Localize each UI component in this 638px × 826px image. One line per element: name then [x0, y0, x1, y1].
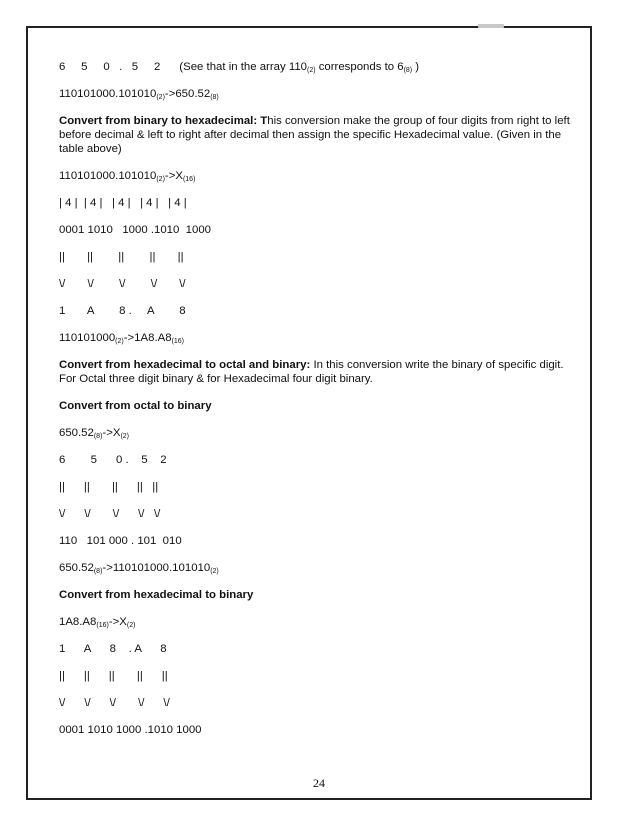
octal-digits-line: 6 5 0 . 5 2 (See that in the array $110_{(2)}$ corresponds to $6_{(8)}$ )	[59, 61, 420, 74]
binary-to-hex-expression: $110101000.101010_{(2)}->X_{(16)}$	[59, 170, 196, 183]
arrow-shaft-line-3: || || || || ||	[59, 670, 168, 682]
octal-to-binary-result: $650.52_{(8)}->110101000.101010_{(2)}$	[59, 562, 219, 575]
arrow-head-line-2: \/ \/ \/ \/ \/	[59, 508, 161, 520]
hex-to-binary-expression: $1A8.A8_{(16)}->X_{(2)}$	[59, 616, 136, 629]
hex-to-octal-paragraph: Convert from hexadecimal to octal and binary: In this conversion write the binary of specific digit. For Octal three digit binary & for Hexadecimal four digit binary.	[59, 359, 564, 385]
group-marker-line: | 4 | | 4 | | 4 | | 4 | | 4 |	[59, 197, 187, 209]
octal-digits-line-2: 6 5 0 . 5 2	[59, 454, 167, 466]
arrow-head-line-3: \/ \/ \/ \/ \/	[59, 697, 170, 709]
hex-to-binary-heading: Convert from hexadecimal to binary	[59, 589, 254, 601]
arrow-shaft-line: || || || || ||	[59, 251, 184, 263]
arrow-head-line: \/ \/ \/ \/ \/	[59, 278, 186, 290]
hex-digits-line: 1 A 8 . A 8	[59, 305, 186, 317]
binary-to-octal-result: $110101000.101010_{(2)}->650.52_{(8)}$	[59, 88, 219, 101]
corner-mark	[478, 24, 504, 28]
binary-triplets-line: 110 101 000 . 101 010	[59, 535, 182, 547]
arrow-shaft-line-2: || || || || ||	[59, 481, 159, 493]
hex-digits-line-2: 1 A 8 . A 8	[59, 643, 167, 655]
binary-to-hex-result: $110101000_{(2)}->1A8.A8_{(16)}$	[59, 332, 184, 345]
octal-to-binary-heading: Convert from octal to binary	[59, 400, 212, 412]
binary-quads-line: 0001 1010 1000 .1010 1000	[59, 724, 202, 736]
page-number: 24	[313, 776, 325, 790]
document-body	[59, 60, 579, 750]
binary-to-hex-paragraph: Convert from binary to hexadecimal: This conversion make the group of four digits from right to left before decimal & left to right after decimal then assign the specific Hexadecimal value. (Given in the table above)	[59, 115, 570, 155]
octal-to-binary-expression: $650.52_{(8)}->X_{(2)}$	[59, 427, 130, 440]
binary-groups-line: 0001 1010 1000 .1010 1000	[59, 224, 212, 236]
